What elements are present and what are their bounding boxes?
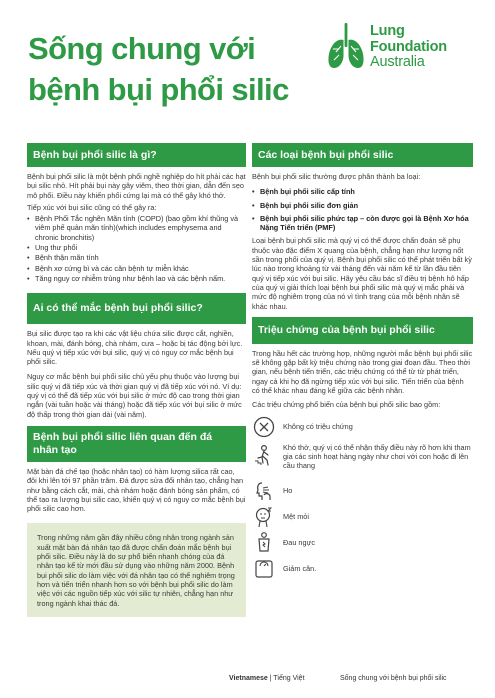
page-title-line-2: bệnh bụi phổi silic	[28, 72, 289, 107]
lungs-logo-icon	[326, 22, 366, 72]
symptom-item	[252, 556, 473, 582]
symptoms-list	[252, 414, 473, 582]
risk-list	[27, 214, 246, 283]
footer-document-title: Sống chung với bệnh bụi phổi silic	[340, 675, 447, 682]
list-item: • Ung thư phổi	[27, 243, 246, 252]
paragraph: Trong hầu hết các trường hợp, những người mắc bệnh bụi phổi silic sẽ không gặp bất kỳ triệu chứng nào trong giai đoạn đầu. Theo thời gian, nếu bệnh tiến triển, các triệu chứng có thể từ từ phát triển, ngay cả khi họ đã ngừng tiếp xúc với bụi silic. Tiến triển của bệnh có thể khác nhau đáng kể giữa các bệnh nhân.	[252, 348, 473, 396]
logo-line-1: Lung	[370, 23, 405, 39]
symptom-item	[252, 440, 473, 478]
list-item: • Bệnh bụi phổi silic đơn giản	[252, 201, 473, 210]
symptom-label: Không có triệu chứng	[283, 421, 353, 431]
section-heading-types: Các loại bệnh bụi phổi silic	[252, 143, 473, 167]
callout-box	[27, 523, 246, 616]
left-column	[27, 143, 246, 617]
paragraph: Bụi silic được tạo ra khi các vật liệu chứa silic được cắt, nghiền, khoan, mài, đánh bóng, chà nhám, cưa – hoặc bị tác động bởi lực. Nếu quý vị tiếp xúc với bụi silic, quý vị có nguy cơ mắc bệnh bụi phổi silic.	[27, 329, 243, 367]
page-title	[28, 28, 289, 110]
symptom-item	[252, 504, 473, 530]
section-body-engineered-stone	[27, 462, 246, 513]
weight-loss-icon	[252, 557, 276, 581]
paragraph: Nguy cơ mắc bệnh bụi phổi silic chủ yếu phụ thuộc vào lượng bụi silic quý vị đã tiếp xúc và thời gian quý vị đã tiếp xúc với nó. Ví dụ: quý vị có thể đã tiếp xúc với bụi silic ở mức độ cao trong thời gian ngắn (vài tuần hoặc vài tháng) hoặc đã tiếp xúc với bụi silic ở mức độ thấp trong thời gian dài (vài năm).	[27, 372, 242, 419]
types-list	[252, 187, 473, 232]
right-column	[252, 143, 473, 582]
symptom-label: Ho	[283, 485, 293, 495]
symptom-label: Giảm cân.	[283, 563, 317, 573]
lung-foundation-logo	[326, 22, 476, 74]
no-symptoms-icon	[252, 415, 276, 439]
paragraph: Các triệu chứng phổ biến của bệnh bụi phổi silic bao gồm:	[252, 400, 441, 410]
symptom-item	[252, 414, 473, 440]
fatigue-icon	[252, 505, 276, 529]
section-body-symptoms	[252, 344, 473, 582]
footer-language-separator: |	[267, 675, 274, 682]
section-body-who	[27, 324, 246, 419]
section-heading-engineered-stone: Bệnh bụi phổi silic liên quan đến đá nhân tạo	[27, 426, 246, 462]
paragraph: Bệnh bụi phổi silic thường được phân thành ba loại:	[252, 172, 421, 181]
logo-line-2: Foundation	[370, 38, 447, 55]
callout-text: Trong những năm gần đây nhiều công nhân trong ngành sản xuất mặt bàn đá nhân tạo đã được chẩn đoán mắc bệnh bụi phổi silic. Điều này là do sự phổ biến nhanh chóng của đá nhân tạo kể từ mới đầu sử dụng vào những năm 2000. Bệnh bụi phổi silic do làm việc với đá nhân tạo có thể nghiêm trọng hơn và tiến triển nhanh hơn so với bệnh bụi phổi silic do làm việc với các nguồn tiếp xúc với silic tự nhiên, chẳng hạn như trong ngành khai thác đá.	[37, 533, 235, 608]
page-title-line-1: Sống chung với	[28, 31, 256, 66]
paragraph: Tiếp xúc với bụi silic cũng có thể gây ra:	[27, 202, 157, 212]
list-item: • Tăng nguy cơ nhiễm trùng như bệnh lao và các bệnh nấm.	[27, 274, 246, 283]
paragraph: Bệnh bụi phổi silic là một bệnh phổi nghề nghiệp do hít phải các hạt bụi silic nhỏ. Hít phải bụi này gây viêm, theo thời gian, dẫn đến sẹo mô phổi. Điều này khiến phổi cứng lại mà có thể gây khó thở.	[27, 172, 246, 200]
logo-wordmark	[370, 24, 447, 71]
list-item: • Bệnh bụi phổi silic phức tạp – còn được gọi là Bệnh Xơ hóa Nặng Tiến triển (PMF)	[252, 214, 473, 233]
paragraph: Mặt bàn đá chế tạo (hoặc nhân tạo) có hàm lượng silica rất cao, đôi khi lên tới 97 phần trăm. Đá được sửa đổi nhân tạo, chẳng hạn như bằng cách cắt, mài, chà nhám hoặc đánh bóng sản phẩm, có thể tạo ra lượng bụi silic cao, khiến quý vị có nguy cơ mắc bệnh bụi phổi silic cao hơn.	[27, 466, 246, 514]
section-heading-who: Ai có thể mắc bệnh bụi phổi silic?	[27, 293, 246, 324]
cough-icon	[252, 479, 276, 503]
symptom-item	[252, 478, 473, 504]
symptom-label: Khó thở, quý vị có thể nhận thấy điều này rõ hơn khi tham gia các sinh hoạt hàng ngày như chơi với con hoặc đi lên cầu thang	[283, 442, 471, 471]
section-body-types	[252, 167, 473, 311]
logo-line-3: Australia	[370, 54, 425, 70]
list-item: • Bệnh Phổi Tắc nghẽn Mãn tính (COPD) (bao gồm khí thũng và viêm phế quản mãn tính)(which includes emphysema and chronic bronchitis)	[27, 214, 246, 242]
symptom-label: Mệt mỏi	[283, 511, 309, 521]
section-heading-symptoms: Triệu chứng của bệnh bụi phổi silic	[252, 317, 473, 344]
footer-language-en: Vietnamese	[229, 675, 268, 682]
section-body-what-is	[27, 167, 246, 283]
footer-language	[229, 675, 305, 682]
section-heading-what-is: Bệnh bụi phổi silic là gì?	[27, 143, 246, 167]
list-item: • Bệnh thận mãn tính	[27, 253, 246, 262]
chest-pain-icon	[252, 531, 276, 555]
paragraph: Loại bệnh bụi phổi silic mà quý vị có thể được chẩn đoán sẽ phụ thuộc vào đặc điểm X quang của bệnh, chẳng hạn như lượng nốt sần trong phổi của quý vị. Bệnh bụi phổi silic có thể phát triển bất kỳ lúc nào trong khoảng từ vài tháng đến vài năm kể từ lần đầu tiên quý vị tiếp xúc với bụi silic. Hãy yêu cầu bác sĩ điều trị bệnh hô hấp của quý vị giải thích loại bệnh bụi phổi silic mà quý vị mắc phải và mức độ nghiêm trọng của nó vì tình trạng của mỗi bệnh nhân sẽ khác nhau.	[252, 236, 472, 311]
symptom-item	[252, 530, 473, 556]
breathless-icon	[252, 443, 276, 467]
footer-language-vi: Tiếng Việt	[273, 675, 305, 682]
list-item: • Bệnh xơ cứng bì và các căn bệnh tự miễn khác	[27, 264, 246, 273]
list-item: • Bệnh bụi phổi silic cấp tính	[252, 187, 473, 196]
symptom-label: Đau ngực	[283, 537, 316, 547]
